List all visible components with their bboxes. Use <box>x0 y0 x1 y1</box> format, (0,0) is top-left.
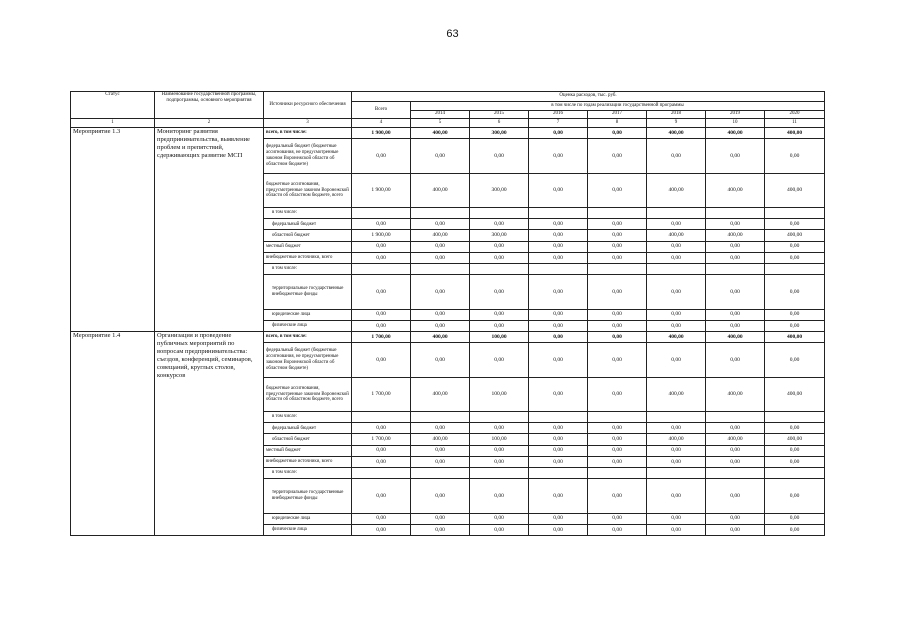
total-value: 0,00 <box>352 456 411 467</box>
year-header: 2016 <box>529 110 588 119</box>
year-value: 0,00 <box>529 377 588 412</box>
year-value: 0,00 <box>706 423 765 434</box>
year-value: 0,00 <box>411 478 470 513</box>
year-value: 0,00 <box>470 524 529 535</box>
total-value: 0,00 <box>352 241 411 252</box>
year-value: 0,00 <box>706 309 765 320</box>
year-value: 400,00 <box>411 173 470 208</box>
year-value: 0,00 <box>647 342 706 377</box>
funding-source: бюджетные ассигнования, предусмотренные законом Воронежской области об областном бюджете, всего <box>264 377 352 412</box>
year-value: 0,00 <box>588 173 647 208</box>
year-value: 100,00 <box>470 331 529 342</box>
year-value: 100,00 <box>470 377 529 412</box>
year-value: 0,00 <box>706 320 765 331</box>
year-value: 0,00 <box>470 241 529 252</box>
funding-source: местный бюджет <box>264 445 352 456</box>
total-value: 0,00 <box>352 342 411 377</box>
funding-source: местный бюджет <box>264 241 352 252</box>
year-value: 0,00 <box>529 219 588 230</box>
year-value: 0,00 <box>706 138 765 173</box>
year-header: 2020 <box>765 110 825 119</box>
year-value: 0,00 <box>765 478 825 513</box>
year-value: 0,00 <box>706 252 765 263</box>
year-value: 400,00 <box>706 173 765 208</box>
year-value <box>411 412 470 423</box>
year-value: 0,00 <box>706 241 765 252</box>
year-value <box>529 263 588 274</box>
year-value <box>529 208 588 219</box>
total-value: 1 700,00 <box>352 434 411 445</box>
year-value: 300,00 <box>470 173 529 208</box>
year-value: 0,00 <box>411 342 470 377</box>
year-value: 0,00 <box>765 252 825 263</box>
year-value: 0,00 <box>411 320 470 331</box>
year-value: 0,00 <box>706 274 765 309</box>
year-value <box>647 263 706 274</box>
year-value: 0,00 <box>529 342 588 377</box>
year-value: 400,00 <box>647 331 706 342</box>
year-value: 0,00 <box>529 173 588 208</box>
year-value: 0,00 <box>411 423 470 434</box>
year-value: 0,00 <box>647 320 706 331</box>
year-header: 2019 <box>706 110 765 119</box>
year-value <box>765 208 825 219</box>
year-value: 0,00 <box>588 478 647 513</box>
year-value <box>411 263 470 274</box>
year-value: 0,00 <box>588 377 647 412</box>
year-value: 0,00 <box>647 309 706 320</box>
total-value: 0,00 <box>352 309 411 320</box>
funding-source: территориальные государственные внебюджетные фонды <box>264 274 352 309</box>
column-number: 7 <box>529 119 588 128</box>
year-value: 0,00 <box>706 478 765 513</box>
year-value: 0,00 <box>529 423 588 434</box>
year-value: 0,00 <box>470 252 529 263</box>
funding-source: всего, в том числе: <box>264 331 352 342</box>
year-value <box>470 208 529 219</box>
year-value: 400,00 <box>706 127 765 138</box>
year-value: 0,00 <box>647 138 706 173</box>
year-value: 0,00 <box>765 445 825 456</box>
year-value <box>706 467 765 478</box>
year-value: 400,00 <box>411 230 470 241</box>
year-value: 0,00 <box>588 138 647 173</box>
year-value: 400,00 <box>647 434 706 445</box>
header-status: Статус <box>71 92 155 119</box>
year-value: 300,00 <box>470 127 529 138</box>
column-number: 6 <box>470 119 529 128</box>
year-value: 0,00 <box>411 524 470 535</box>
year-value: 0,00 <box>706 219 765 230</box>
year-value: 0,00 <box>706 513 765 524</box>
column-number: 5 <box>411 119 470 128</box>
year-value: 0,00 <box>411 138 470 173</box>
column-number: 9 <box>647 119 706 128</box>
year-value: 0,00 <box>588 434 647 445</box>
year-value <box>588 208 647 219</box>
year-value: 0,00 <box>470 274 529 309</box>
funding-source: федеральный бюджет (бюджетные ассигнования, не предусмотренные законом Воронежской области об областном бюджете) <box>264 342 352 377</box>
total-value: 0,00 <box>352 478 411 513</box>
funding-source: бюджетные ассигнования, предусмотренные законом Воронежской области об областном бюджете, всего <box>264 173 352 208</box>
year-value: 300,00 <box>470 230 529 241</box>
header-total: Всего <box>352 101 411 118</box>
year-value: 0,00 <box>765 320 825 331</box>
year-value: 0,00 <box>647 524 706 535</box>
year-value: 0,00 <box>529 434 588 445</box>
year-value: 0,00 <box>765 219 825 230</box>
header-estimate: Оценка расходов, тыс. руб. <box>352 92 825 102</box>
year-value <box>706 208 765 219</box>
header-by-years: в том числе по годам реализации государственной программы <box>411 101 825 110</box>
year-value: 0,00 <box>588 320 647 331</box>
funding-source: в том числе: <box>264 208 352 219</box>
column-number: 8 <box>588 119 647 128</box>
year-value: 0,00 <box>529 331 588 342</box>
total-value: 0,00 <box>352 524 411 535</box>
year-value: 0,00 <box>411 445 470 456</box>
year-value: 400,00 <box>765 127 825 138</box>
year-value: 0,00 <box>411 274 470 309</box>
year-value: 0,00 <box>529 320 588 331</box>
total-value: 0,00 <box>352 219 411 230</box>
year-value: 0,00 <box>765 423 825 434</box>
total-value: 0,00 <box>352 252 411 263</box>
year-value: 0,00 <box>647 445 706 456</box>
funding-source: областной бюджет <box>264 230 352 241</box>
year-value <box>765 467 825 478</box>
year-value: 0,00 <box>765 524 825 535</box>
year-value: 0,00 <box>470 320 529 331</box>
funding-source: юридические лица <box>264 513 352 524</box>
year-value: 0,00 <box>765 309 825 320</box>
year-value: 0,00 <box>470 342 529 377</box>
year-value: 0,00 <box>647 274 706 309</box>
funding-source: федеральный бюджет (бюджетные ассигнования, не предусмотренные законом Воронежской области об областном бюджете) <box>264 138 352 173</box>
year-value: 0,00 <box>647 252 706 263</box>
total-value <box>352 412 411 423</box>
year-value: 0,00 <box>647 513 706 524</box>
funding-source: федеральный бюджет <box>264 423 352 434</box>
year-value: 0,00 <box>588 127 647 138</box>
total-value: 1 700,00 <box>352 331 411 342</box>
year-value: 0,00 <box>765 456 825 467</box>
year-header: 2015 <box>470 110 529 119</box>
year-value <box>470 412 529 423</box>
row-status: Мероприятие 1.3 <box>71 127 155 331</box>
year-value <box>411 208 470 219</box>
funding-source: территориальные государственные внебюджетные фонды <box>264 478 352 513</box>
year-value: 0,00 <box>411 456 470 467</box>
year-value: 0,00 <box>529 274 588 309</box>
total-value <box>352 467 411 478</box>
year-value <box>647 467 706 478</box>
year-value: 0,00 <box>588 331 647 342</box>
total-value: 0,00 <box>352 274 411 309</box>
year-value: 0,00 <box>765 513 825 524</box>
year-value: 0,00 <box>588 524 647 535</box>
total-value: 0,00 <box>352 445 411 456</box>
column-number: 11 <box>765 119 825 128</box>
year-value: 400,00 <box>765 434 825 445</box>
year-value: 0,00 <box>470 423 529 434</box>
total-value: 1 900,00 <box>352 173 411 208</box>
column-number: 3 <box>264 119 352 128</box>
row-status: Мероприятие 1.4 <box>71 331 155 535</box>
year-value: 0,00 <box>529 241 588 252</box>
year-value: 0,00 <box>470 445 529 456</box>
year-header: 2017 <box>588 110 647 119</box>
year-value: 400,00 <box>706 434 765 445</box>
year-value: 0,00 <box>706 445 765 456</box>
year-value: 0,00 <box>529 445 588 456</box>
year-value: 0,00 <box>588 445 647 456</box>
funding-source: федеральный бюджет <box>264 219 352 230</box>
year-header: 2014 <box>411 110 470 119</box>
column-number: 1 <box>71 119 155 128</box>
year-value <box>588 263 647 274</box>
funding-source: внебюджетные источники, всего <box>264 252 352 263</box>
year-value: 0,00 <box>470 456 529 467</box>
year-value: 0,00 <box>411 513 470 524</box>
year-value: 400,00 <box>765 331 825 342</box>
year-value: 0,00 <box>529 478 588 513</box>
year-value: 0,00 <box>529 513 588 524</box>
year-value <box>411 467 470 478</box>
funding-source: юридические лица <box>264 309 352 320</box>
year-value <box>765 412 825 423</box>
funding-source: в том числе: <box>264 412 352 423</box>
year-value: 0,00 <box>470 309 529 320</box>
year-value <box>706 263 765 274</box>
table-row <box>71 331 825 342</box>
total-value: 0,00 <box>352 513 411 524</box>
year-value <box>706 412 765 423</box>
year-value: 0,00 <box>588 230 647 241</box>
year-value: 400,00 <box>647 173 706 208</box>
year-value: 400,00 <box>765 230 825 241</box>
year-value: 0,00 <box>588 456 647 467</box>
row-name: Организация и проведение публичных мероприятий по вопросам предпринимательства: съездов, конференций, семинаров, совещаний, круглых столов, конкурсов <box>155 331 264 535</box>
year-value: 0,00 <box>411 309 470 320</box>
year-value: 400,00 <box>411 127 470 138</box>
year-value: 0,00 <box>529 127 588 138</box>
year-value: 0,00 <box>588 219 647 230</box>
year-value: 400,00 <box>647 230 706 241</box>
year-value <box>588 467 647 478</box>
year-value: 400,00 <box>706 377 765 412</box>
year-value: 0,00 <box>529 252 588 263</box>
total-value: 1 700,00 <box>352 377 411 412</box>
year-value: 0,00 <box>470 513 529 524</box>
year-value <box>529 467 588 478</box>
year-value: 0,00 <box>647 456 706 467</box>
year-value: 400,00 <box>647 377 706 412</box>
funding-source: физические лица <box>264 524 352 535</box>
year-value <box>470 263 529 274</box>
year-value: 0,00 <box>588 309 647 320</box>
year-value: 100,00 <box>470 434 529 445</box>
year-value: 0,00 <box>588 252 647 263</box>
year-value <box>588 412 647 423</box>
total-value: 0,00 <box>352 138 411 173</box>
year-value: 0,00 <box>765 342 825 377</box>
header-sources: Источники ресурсного обеспечения <box>264 92 352 119</box>
year-value: 0,00 <box>411 219 470 230</box>
year-value: 0,00 <box>588 274 647 309</box>
year-value: 0,00 <box>529 230 588 241</box>
year-value: 0,00 <box>588 342 647 377</box>
year-value: 400,00 <box>647 127 706 138</box>
funding-source: в том числе: <box>264 467 352 478</box>
year-value: 0,00 <box>647 241 706 252</box>
year-value: 0,00 <box>647 219 706 230</box>
table-row <box>71 127 825 138</box>
funding-source: областной бюджет <box>264 434 352 445</box>
total-value: 1 900,00 <box>352 127 411 138</box>
funding-source: внебюджетные источники, всего <box>264 456 352 467</box>
year-value: 0,00 <box>529 456 588 467</box>
column-number: 2 <box>155 119 264 128</box>
header-name: Наименование государственной программы, подпрограммы, основного мероприятия <box>155 92 264 119</box>
year-value: 0,00 <box>765 241 825 252</box>
year-value <box>765 263 825 274</box>
year-value: 0,00 <box>706 524 765 535</box>
page-number: 63 <box>446 28 459 40</box>
year-value <box>647 412 706 423</box>
year-value: 0,00 <box>647 478 706 513</box>
funding-source: всего, в том числе: <box>264 127 352 138</box>
year-value: 0,00 <box>588 513 647 524</box>
column-number: 10 <box>706 119 765 128</box>
year-value: 0,00 <box>470 138 529 173</box>
total-value <box>352 208 411 219</box>
year-value: 400,00 <box>765 377 825 412</box>
funding-source: в том числе: <box>264 263 352 274</box>
year-value: 0,00 <box>470 478 529 513</box>
year-value: 0,00 <box>706 456 765 467</box>
year-value: 0,00 <box>588 241 647 252</box>
total-value: 0,00 <box>352 320 411 331</box>
year-value: 0,00 <box>529 524 588 535</box>
year-value: 0,00 <box>411 241 470 252</box>
budget-table <box>70 91 825 536</box>
year-value: 400,00 <box>765 173 825 208</box>
year-value: 0,00 <box>529 138 588 173</box>
total-value: 0,00 <box>352 423 411 434</box>
total-value: 1 900,00 <box>352 230 411 241</box>
year-value: 400,00 <box>411 434 470 445</box>
year-value <box>470 467 529 478</box>
year-value: 0,00 <box>706 342 765 377</box>
year-value: 0,00 <box>470 219 529 230</box>
year-value <box>529 412 588 423</box>
year-value: 400,00 <box>706 331 765 342</box>
year-value: 0,00 <box>765 138 825 173</box>
year-value: 0,00 <box>588 423 647 434</box>
year-value <box>647 208 706 219</box>
row-name: Мониторинг развития предпринимательства, выявление проблем и препятствий, сдерживающих развитие МСП <box>155 127 264 331</box>
funding-source: физические лица <box>264 320 352 331</box>
year-value: 0,00 <box>529 309 588 320</box>
column-number: 4 <box>352 119 411 128</box>
year-value: 400,00 <box>706 230 765 241</box>
year-value: 0,00 <box>411 252 470 263</box>
year-value: 0,00 <box>765 274 825 309</box>
year-value: 0,00 <box>647 423 706 434</box>
year-header: 2018 <box>647 110 706 119</box>
year-value: 400,00 <box>411 377 470 412</box>
total-value <box>352 263 411 274</box>
year-value: 400,00 <box>411 331 470 342</box>
